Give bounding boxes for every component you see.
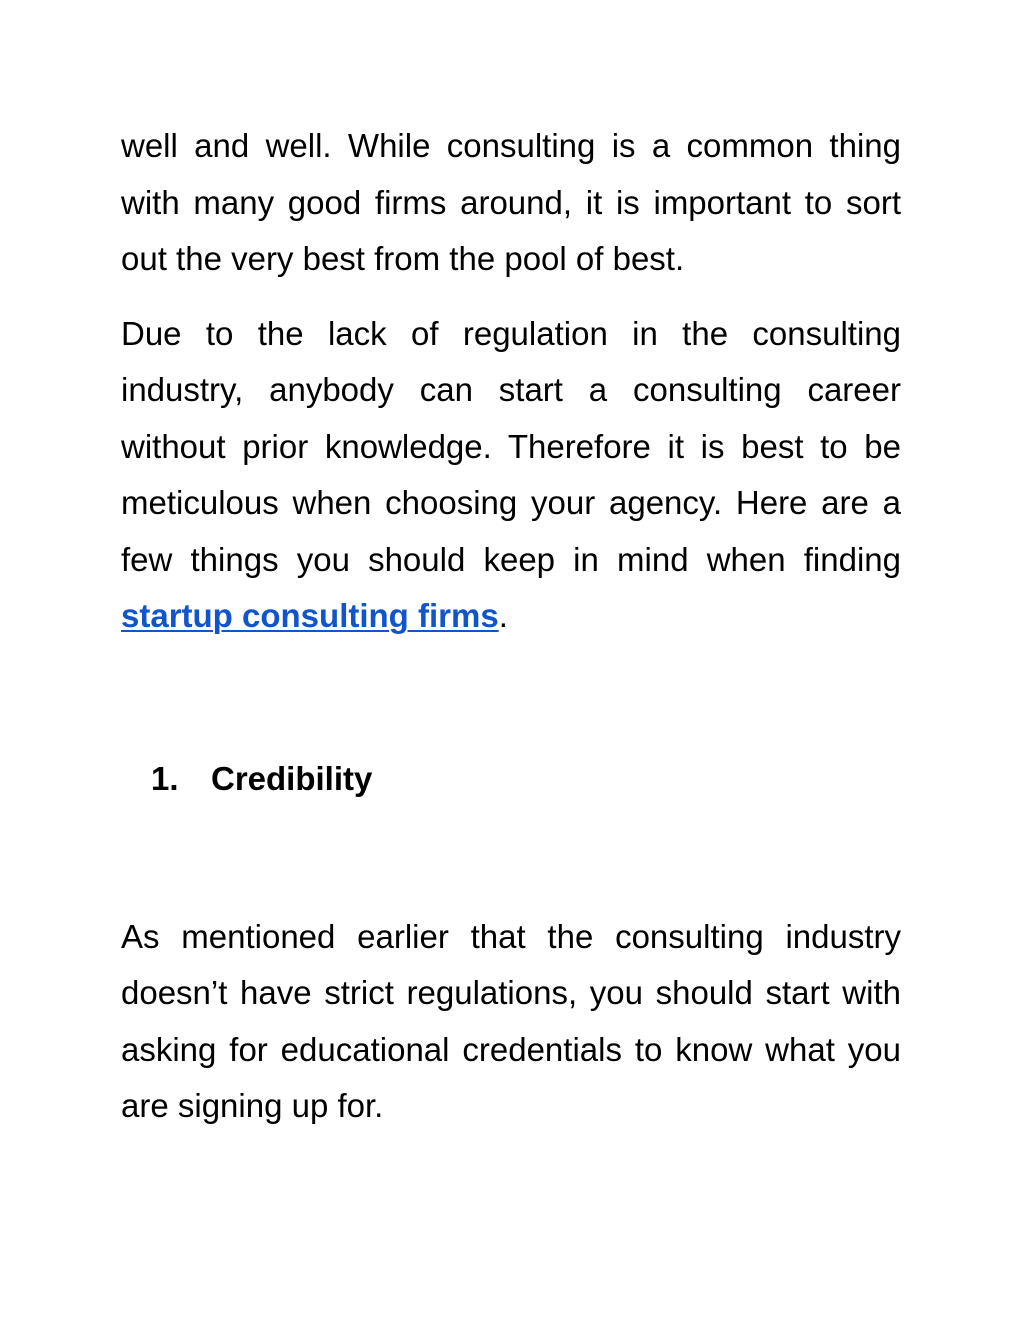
document-page [121,118,901,1135]
heading-number: 1. [151,759,179,797]
credibility-paragraph: As mentioned earlier that the consulting industry doesn’t have strict regulations, you should start with asking for educational credentials to know what you are signing up for. [121,917,901,1124]
section-heading-credibility [121,751,901,807]
startup-consulting-firms-link[interactable]: startup consulting firms [121,597,499,634]
regulation-paragraph [121,306,901,645]
intro-paragraph: well and well. While consulting is a common thing with many good firms around, it is important to sort out the very best from the pool of best. [121,127,901,277]
regulation-paragraph-end: . [498,597,508,634]
regulation-paragraph-text: Due to the lack of regulation in the consulting industry, anybody can start a consulting career without prior knowledge. Therefore it is best to be meticulous when choosing your agency. Here are a few things you should keep in mind when finding [121,314,901,578]
heading-title: Credibility [211,759,373,797]
